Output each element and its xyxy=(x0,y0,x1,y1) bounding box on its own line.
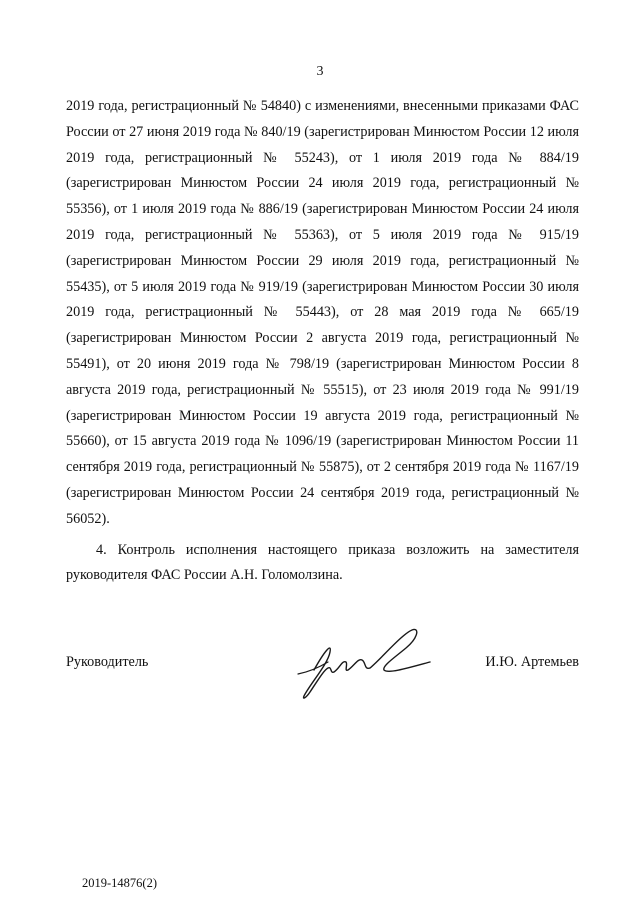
paragraph-continuation: 2019 года, регистрационный № 54840) с изменениями, внесенными приказами ФАС России от 27 июня 2019 года № 840/19 (зарегистрирован Минюстом России 12 июля 2019 года, регистрационный № 55243), от 1 июля 2019 года № 884/19 (зарегистрирован Минюстом России 24 июля 2019 года, регистрационный № 55356), от 1 июля 2019 года № 886/19 (зарегистрирован Минюстом России 24 июля 2019 года, регистрационный № 55363), от 5 июля 2019 года № 915/19 (зарегистрирован Минюстом России 29 июля 2019 года, регистрационный № 55435), от 5 июля 2019 года № 919/19 (зарегистрирован Минюстом России 30 июля 2019 года, регистрационный № 55443), от 28 мая 2019 года № 665/19 (зарегистрирован Минюстом России 2 августа 2019 года, регистрационный № 55491), от 20 июня 2019 года № 798/19 (зарегистрирован Минюстом России 8 августа 2019 года, регистрационный № 55515), от 23 июля 2019 года № 991/19 (зарегистрирован Минюстом России 19 августа 2019 года, регистрационный № 55660), от 15 августа 2019 года № 1096/19 (зарегистрирован Минюстом России 11 сентября 2019 года, регистрационный № 55875), от 2 сентября 2019 года № 1167/19 (зарегистрирован Минюстом России 24 сентября 2019 года, регистрационный № 56052). xyxy=(66,98,579,527)
signatory-role: Руководитель xyxy=(66,654,149,670)
signatory-name: И.Ю. Артемьев xyxy=(485,654,579,670)
signature-stroke-main xyxy=(303,648,370,698)
signature-block xyxy=(66,612,579,702)
document-code: 2019-14876(2) xyxy=(82,876,157,890)
document-body xyxy=(66,94,579,589)
paragraph-item-4: 4. Контроль исполнения настоящего приказа возложить на заместителя руководителя ФАС России А.Н. Голомолзина. xyxy=(66,541,579,584)
page-number: 3 xyxy=(316,64,324,79)
handwritten-signature xyxy=(284,612,444,702)
signature-stroke-loop xyxy=(370,629,430,671)
